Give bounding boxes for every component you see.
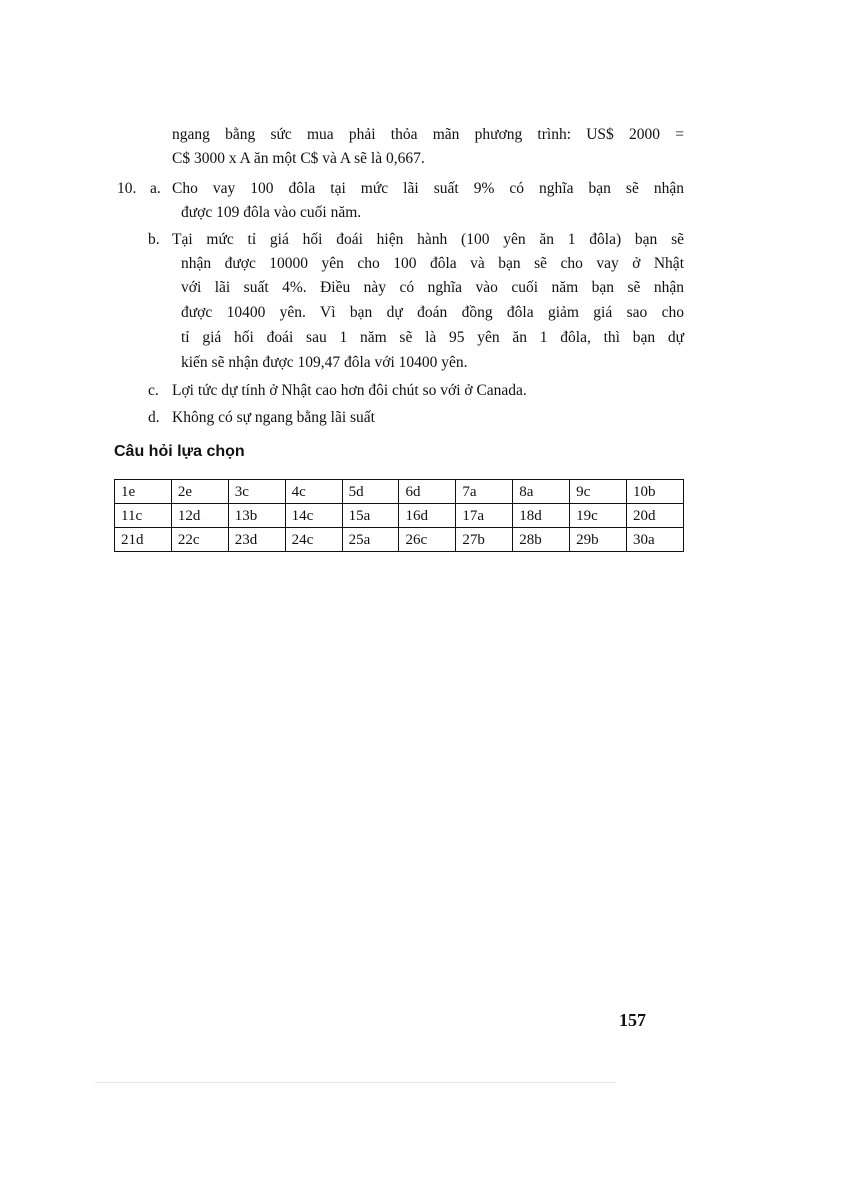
- item-b-line-2: nhận được 10000 yên cho 100 đôla và bạn sẽ cho vay ở Nhật: [181, 255, 684, 272]
- section-heading: Câu hỏi lựa chọn: [114, 443, 245, 460]
- table-row: [115, 480, 684, 504]
- answer-cell: 26c: [399, 528, 456, 552]
- answer-cell: 29b: [570, 528, 627, 552]
- answer-cell: 7a: [456, 480, 513, 504]
- answer-cell: 1e: [115, 480, 172, 504]
- answer-cell: 16d: [399, 504, 456, 528]
- answer-key-table: [114, 479, 684, 552]
- item-c-marker: c.: [148, 382, 159, 399]
- answer-cell: 8a: [513, 480, 570, 504]
- answer-cell: 25a: [342, 528, 399, 552]
- item-d-marker: d.: [148, 409, 160, 426]
- answer-cell: 20d: [627, 504, 684, 528]
- answer-cell: 5d: [342, 480, 399, 504]
- answer-cell: 11c: [115, 504, 172, 528]
- item-d-line-1: Không có sự ngang bằng lãi suất: [172, 409, 375, 426]
- item-b-line-3: với lãi suất 4%. Điều này có nghĩa vào cuối năm bạn sẽ nhận: [181, 279, 684, 296]
- answer-cell: 13b: [228, 504, 285, 528]
- answer-cell: 27b: [456, 528, 513, 552]
- question-10-number: 10.: [117, 180, 137, 197]
- answer-cell: 15a: [342, 504, 399, 528]
- answer-cell: 24c: [285, 528, 342, 552]
- table-row: [115, 504, 684, 528]
- item-a-marker: a.: [150, 180, 161, 197]
- answer-cell: 9c: [570, 480, 627, 504]
- answer-cell: 30a: [627, 528, 684, 552]
- item-b-marker: b.: [148, 231, 160, 248]
- footer-rule: [95, 1082, 615, 1083]
- answer-cell: 12d: [171, 504, 228, 528]
- answer-cell: 22c: [171, 528, 228, 552]
- item-c-line-1: Lợi tức dự tính ở Nhật cao hơn đôi chút so với ở Canada.: [172, 382, 527, 399]
- answer-cell: 3c: [228, 480, 285, 504]
- answer-cell: 2e: [171, 480, 228, 504]
- answer-cell: 21d: [115, 528, 172, 552]
- intro-line-2: C$ 3000 x A ăn một C$ và A sẽ là 0,667.: [172, 150, 425, 167]
- answer-cell: 19c: [570, 504, 627, 528]
- answer-cell: 23d: [228, 528, 285, 552]
- answer-cell: 28b: [513, 528, 570, 552]
- answer-cell: 14c: [285, 504, 342, 528]
- intro-line-1: ngang bằng sức mua phải thỏa mãn phương trình: US$ 2000 =: [172, 126, 684, 143]
- page-number: 157: [619, 1010, 646, 1030]
- table-row: [115, 528, 684, 552]
- item-a-line-2: được 109 đôla vào cuối năm.: [181, 204, 362, 221]
- item-b-line-1: Tại mức tỉ giá hối đoái hiện hành (100 yên ăn 1 đôla) bạn sẽ: [172, 231, 684, 248]
- answer-cell: 18d: [513, 504, 570, 528]
- item-a-line-1: Cho vay 100 đôla tại mức lãi suất 9% có nghĩa bạn sẽ nhận: [172, 180, 684, 197]
- answer-cell: 6d: [399, 480, 456, 504]
- item-b-line-5: tỉ giá hối đoái sau 1 năm sẽ là 95 yên ăn 1 đôla, thì bạn dự: [181, 329, 684, 346]
- answer-cell: 4c: [285, 480, 342, 504]
- item-b-line-4: được 10400 yên. Vì bạn dự đoán đồng đôla giảm giá sao cho: [181, 304, 684, 321]
- answer-cell: 17a: [456, 504, 513, 528]
- answer-cell: 10b: [627, 480, 684, 504]
- item-b-line-6: kiến sẽ nhận được 109,47 đôla với 10400 yên.: [181, 354, 468, 371]
